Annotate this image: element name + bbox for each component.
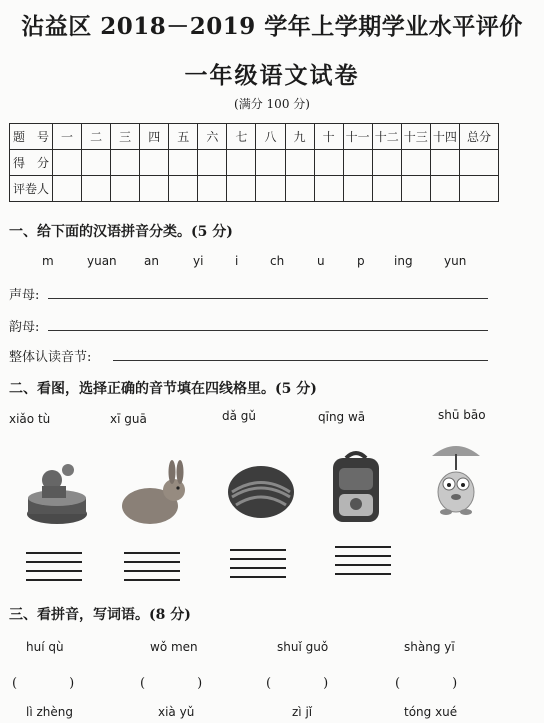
grader-cell[interactable] xyxy=(256,176,285,202)
grader-cell[interactable] xyxy=(198,176,227,202)
column-header: 总分 xyxy=(460,124,499,150)
grader-cell[interactable] xyxy=(227,176,256,202)
schoolbag-picture xyxy=(328,448,384,526)
section-1-title: 一、给下面的汉语拼音分类。(5 分) xyxy=(9,224,233,240)
exam-title: 沾益区 2018－2019 学年上学期学业水平评价 xyxy=(21,13,523,40)
score-cell[interactable] xyxy=(460,150,499,176)
column-header: 十三 xyxy=(401,124,430,150)
score-cell[interactable] xyxy=(198,150,227,176)
column-header: 二 xyxy=(82,124,111,150)
pinyin-item: p xyxy=(357,254,365,268)
grader-cell[interactable] xyxy=(169,176,198,202)
column-header: 九 xyxy=(285,124,314,150)
syllable-option: qīng wā xyxy=(318,410,366,424)
column-header: 十二 xyxy=(372,124,401,150)
syllable-option: dǎ gǔ xyxy=(222,409,257,423)
pinyin-item: yi xyxy=(193,254,204,268)
score-cell[interactable] xyxy=(82,150,111,176)
grader-cell[interactable] xyxy=(430,176,459,202)
column-header: 五 xyxy=(169,124,198,150)
column-header: 十四 xyxy=(430,124,459,150)
grader-cell[interactable] xyxy=(372,176,401,202)
section-2-title: 二、看图，选择正确的音节填在四线格里。(5 分) xyxy=(9,381,317,397)
pinyin-item: i xyxy=(235,254,239,268)
table-row xyxy=(10,124,499,150)
pinyin-word: shàng yī xyxy=(404,640,455,654)
row-label: 题 号 xyxy=(10,124,53,150)
answer-blank[interactable]: ( ) xyxy=(266,676,329,691)
pinyin-item: m xyxy=(42,254,54,268)
syllable-option: xiǎo tù xyxy=(9,412,51,426)
pinyin-item: u xyxy=(317,254,325,268)
initials-answer-line[interactable] xyxy=(48,298,488,299)
pinyin-item: yun xyxy=(444,254,467,268)
score-table xyxy=(9,123,499,202)
column-header: 八 xyxy=(256,124,285,150)
watermelon-picture xyxy=(226,463,296,521)
grader-cell[interactable] xyxy=(53,176,82,202)
finals-answer-line[interactable] xyxy=(48,330,488,331)
column-header: 十 xyxy=(314,124,343,150)
column-header: 七 xyxy=(227,124,256,150)
score-cell[interactable] xyxy=(285,150,314,176)
grader-cell[interactable] xyxy=(82,176,111,202)
score-cell[interactable] xyxy=(314,150,343,176)
row-label: 得 分 xyxy=(10,150,53,176)
grader-cell[interactable] xyxy=(343,176,372,202)
section-3-title: 三、看拼音，写词语。(8 分) xyxy=(9,607,191,623)
column-header: 四 xyxy=(140,124,169,150)
table-row xyxy=(10,176,499,202)
finals-label: 韵母: xyxy=(9,320,40,335)
grader-cell[interactable] xyxy=(401,176,430,202)
column-header: 一 xyxy=(53,124,82,150)
pinyin-item: ch xyxy=(270,254,285,268)
score-cell[interactable] xyxy=(256,150,285,176)
frog-picture xyxy=(428,440,484,518)
four-line-grid[interactable] xyxy=(335,546,391,576)
drum-picture xyxy=(22,458,92,528)
pinyin-item: ing xyxy=(394,254,413,268)
pinyin-word: huí qù xyxy=(26,640,64,654)
score-cell[interactable] xyxy=(430,150,459,176)
syllable-option: xī guā xyxy=(110,412,147,426)
grader-cell[interactable] xyxy=(460,176,499,202)
table-row xyxy=(10,150,499,176)
four-line-grid[interactable] xyxy=(124,552,180,582)
column-header: 三 xyxy=(111,124,140,150)
whole-syllable-answer-line[interactable] xyxy=(113,360,488,361)
score-cell[interactable] xyxy=(140,150,169,176)
pinyin-item: an xyxy=(144,254,159,268)
syllable-option: shū bāo xyxy=(438,408,486,422)
pinyin-word: tóng xué xyxy=(404,705,458,719)
pinyin-word: zì jǐ xyxy=(292,705,313,719)
pinyin-word: xià yǔ xyxy=(158,705,195,719)
grader-cell[interactable] xyxy=(140,176,169,202)
rabbit-picture xyxy=(118,460,192,526)
exam-subtitle: 一年级语文试卷 xyxy=(184,62,360,89)
four-line-grid[interactable] xyxy=(230,549,286,579)
pinyin-word: shuǐ guǒ xyxy=(277,640,329,654)
pinyin-word: lì zhèng xyxy=(26,705,73,719)
pinyin-item: yuan xyxy=(87,254,117,268)
score-cell[interactable] xyxy=(372,150,401,176)
whole-syllable-label: 整体认读音节: xyxy=(9,350,92,365)
initials-label: 声母: xyxy=(9,288,40,303)
answer-blank[interactable]: ( ) xyxy=(12,676,75,691)
pinyin-word: wǒ men xyxy=(150,640,198,654)
score-cell[interactable] xyxy=(53,150,82,176)
grader-cell[interactable] xyxy=(314,176,343,202)
score-cell[interactable] xyxy=(111,150,140,176)
full-score: (满分 100 分) xyxy=(234,97,310,111)
answer-blank[interactable]: ( ) xyxy=(395,676,458,691)
score-cell[interactable] xyxy=(343,150,372,176)
row-label: 评卷人 xyxy=(10,176,53,202)
score-cell[interactable] xyxy=(227,150,256,176)
score-cell[interactable] xyxy=(401,150,430,176)
score-cell[interactable] xyxy=(169,150,198,176)
column-header: 六 xyxy=(198,124,227,150)
four-line-grid[interactable] xyxy=(26,552,82,582)
answer-blank[interactable]: ( ) xyxy=(140,676,203,691)
grader-cell[interactable] xyxy=(285,176,314,202)
grader-cell[interactable] xyxy=(111,176,140,202)
column-header: 十一 xyxy=(343,124,372,150)
